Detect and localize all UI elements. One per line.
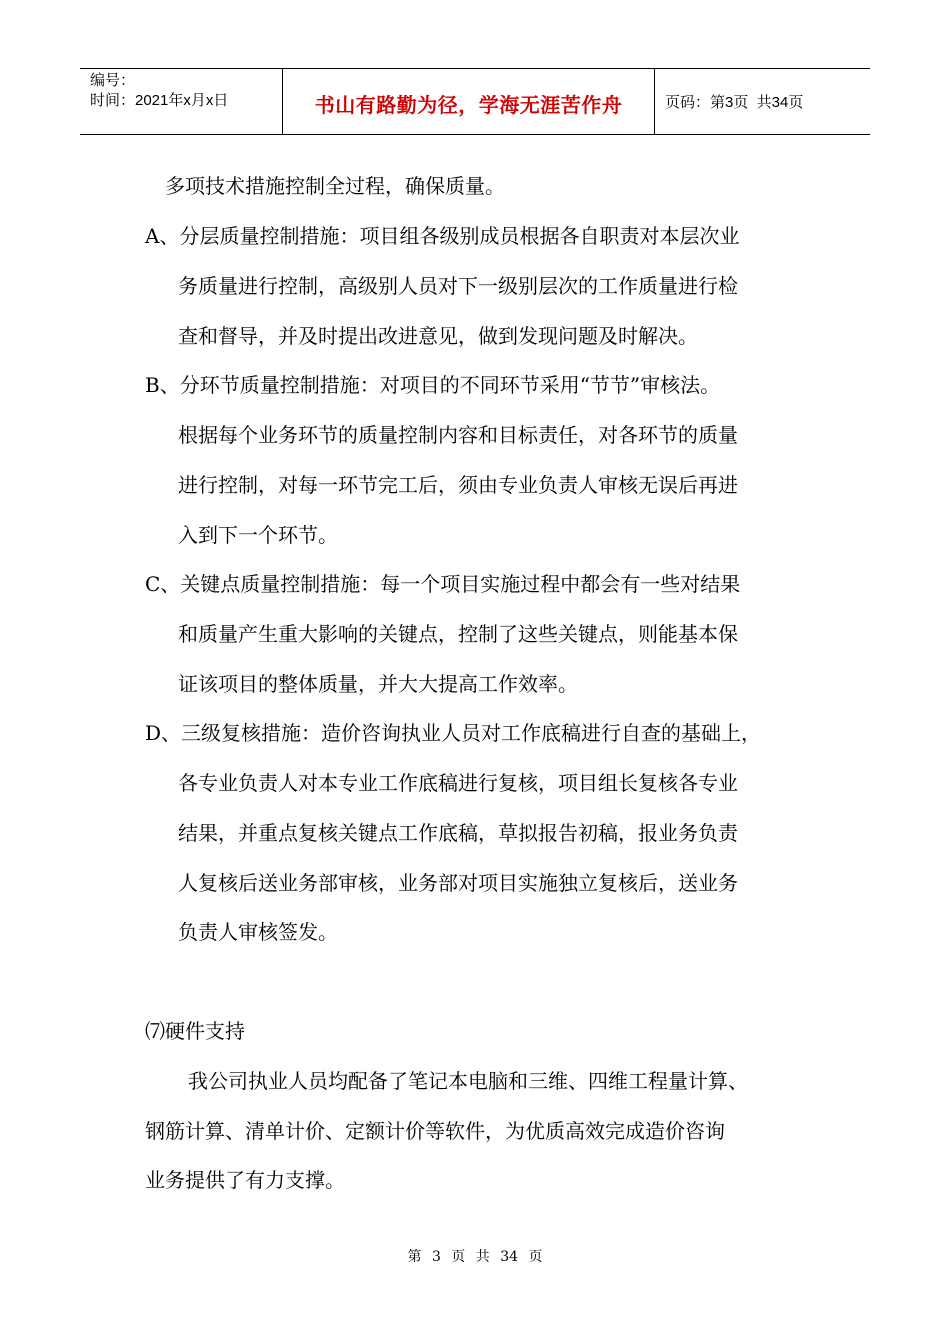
section-heading-hardware: ⑺硬件支持 (145, 1019, 245, 1043)
item-a-line-2: 务质量进行控制，高级别人员对下一级别层次的工作质量进行检 (178, 274, 738, 298)
item-a-line-3: 查和督导，并及时提出改进意见，做到发现问题及时解决。 (178, 324, 698, 348)
date-label: 时间：2021年x月x日 (90, 92, 229, 109)
serial-number-label: 编号： (90, 72, 136, 89)
item-a-line-1: A、分层质量控制措施：项目组各级别成员根据各自职责对本层次业 (145, 224, 740, 248)
hardware-para-line-1: 我公司执业人员均配备了笔记本电脑和三维、四维工程量计算、 (188, 1069, 748, 1093)
hardware-para-line-2: 钢筋计算、清单计价、定额计价等软件，为优质高效完成造价咨询 (145, 1119, 725, 1143)
item-d-line-3: 结果，并重点复核关键点工作底稿，草拟报告初稿，报业务负责 (178, 821, 738, 845)
item-c-line-2: 和质量产生重大影响的关键点，控制了这些关键点，则能基本保 (178, 622, 738, 646)
item-d-line-2: 各专业负责人对本专业工作底稿进行复核，项目组长复核各专业 (178, 771, 738, 795)
item-c-line-3: 证该项目的整体质量，并大大提高工作效率。 (178, 672, 578, 696)
item-b-line-4: 入到下一个环节。 (178, 523, 338, 547)
item-d-line-5: 负责人审核签发。 (178, 920, 338, 944)
paragraph-intro: 多项技术措施控制全过程，确保质量。 (165, 174, 505, 198)
page-header (80, 68, 870, 135)
item-d-line-1: D、三级复核措施：造价咨询执业人员对工作底稿进行自查的基础上， (145, 721, 762, 745)
page-footer: 第 3 页 共 34 页 (407, 1249, 543, 1265)
header-motto-cell (283, 69, 655, 134)
item-b-line-2: 根据每个业务环节的质量控制内容和目标责任，对各环节的质量 (178, 423, 738, 447)
item-b-line-3: 进行控制，对每一环节完工后，须由专业负责人审核无误后再进 (178, 473, 738, 497)
header-info-cell (80, 69, 283, 134)
header-motto: 书山有路勤为径，学海无涯苦作舟 (314, 93, 623, 117)
item-b-line-1: B、分环节质量控制措施：对项目的不同环节采用“节节”审核法。 (145, 373, 721, 397)
header-page-cell (655, 69, 870, 134)
header-page-number: 页码：第3页 共34页 (665, 94, 804, 111)
hardware-para-line-3: 业务提供了有力支撑。 (145, 1168, 345, 1192)
item-c-line-1: C、关键点质量控制措施：每一个项目实施过程中都会有一些对结果 (145, 572, 741, 596)
item-d-line-4: 人复核后送业务部审核，业务部对项目实施独立复核后，送业务 (178, 871, 738, 895)
